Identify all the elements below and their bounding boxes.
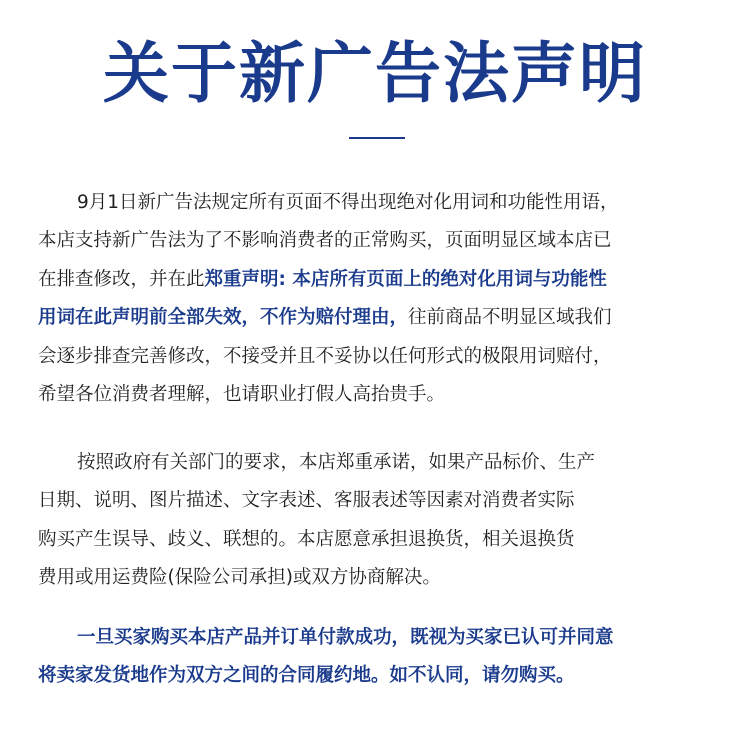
line-text: 在排查修改，并在此	[38, 268, 205, 290]
paragraph-line: 会逐步排查完善修改，不接受并且不妥协以任何形式的极限用词赔付，	[38, 345, 612, 367]
bold-statement: 郑重声明: 本店所有页面上的绝对化用词与功能性	[204, 268, 607, 290]
bold-statement: 用词在此声明前全部失效，不作为赔付理由，	[38, 307, 409, 329]
paragraph-line: 购买产生误导、歧义、联想的。本店愿意承担退换货，相关退换货	[38, 528, 575, 550]
paragraph-line: 将卖家发货地作为双方之间的合同履约地。如不认同，请勿购买。	[38, 665, 575, 687]
paragraph-commitment	[38, 444, 728, 598]
paragraph-line	[38, 261, 728, 299]
line-text: 往前商品不明显区域我们	[408, 307, 612, 329]
paragraph-line: 本店支持新广告法为了不影响消费者的正常购买，页面明显区域本店已	[38, 230, 612, 252]
paragraph-line: 一旦买家购买本店产品并订单付款成功，既视为买家已认可并同意	[77, 627, 614, 648]
paragraph-line: 按照政府有关部门的要求，本店郑重承诺，如果产品标价、生产	[77, 452, 596, 473]
paragraph-purchase-agreement	[38, 619, 728, 696]
title-divider	[349, 137, 405, 139]
page-title: 关于新广告法声明	[103, 34, 647, 112]
paragraph-line: 9月1日新广告法规定所有页面不得出现绝对化用词和功能性用语，	[77, 192, 619, 213]
paragraph-line	[38, 299, 728, 337]
paragraph-line: 日期、说明、图片描述、文字表述、客服表述等因素对消费者实际	[38, 490, 575, 512]
paragraph-line: 费用或用运费险(保险公司承担)或双方协商解决。	[38, 567, 441, 589]
paragraph-line: 希望各位消费者理解，也请职业打假人高抬贵手。	[38, 384, 446, 406]
paragraph-ad-law-statement	[38, 184, 728, 414]
